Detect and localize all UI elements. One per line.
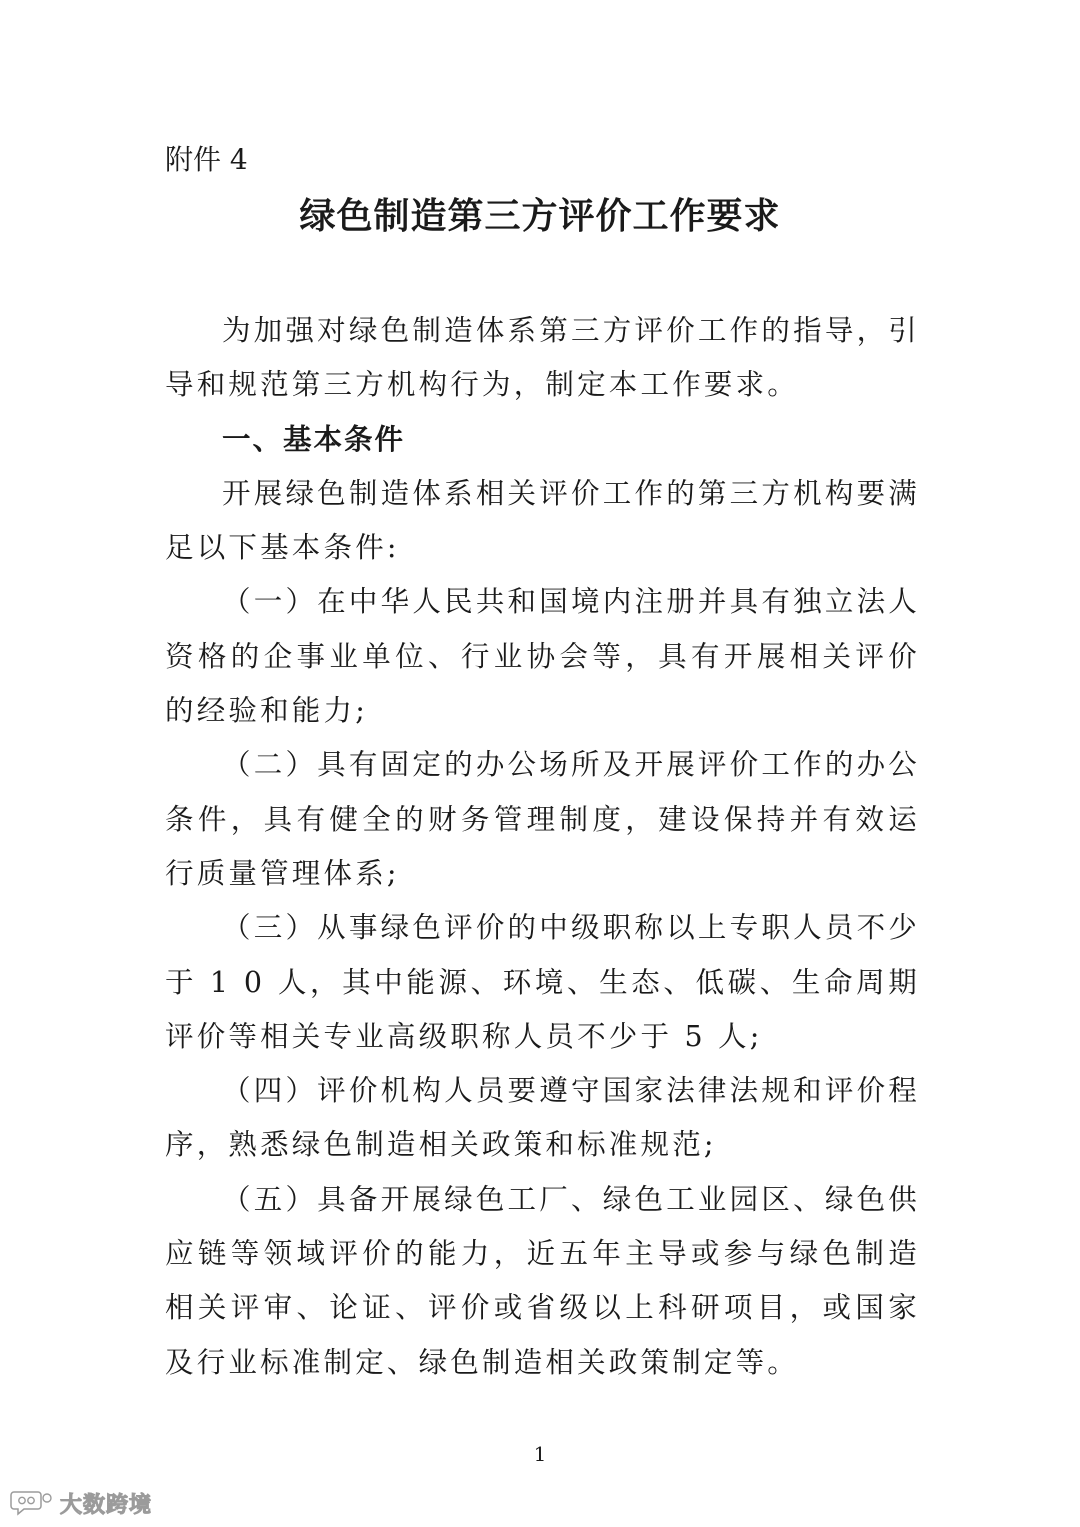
- chat-bubble-icon: [10, 1489, 54, 1517]
- intro-paragraph: 为加强对绿色制造体系第三方评价工作的指导，引导和规范第三方机构行为，制定本工作要求。: [165, 314, 920, 402]
- section-lead-paragraph: 开展绿色制造体系相关评价工作的第三方机构要满足以下基本条件:: [165, 476, 920, 565]
- document-title: 绿色制造第三方评价工作要求: [299, 196, 781, 237]
- document-body: [165, 304, 920, 1390]
- attachment-label: 附件 4: [165, 143, 248, 176]
- watermark: [10, 1488, 152, 1518]
- page-number: 1: [533, 1442, 547, 1466]
- condition-item-5: （五）具备开展绿色工厂、绿色工业园区、绿色供应链等领域评价的能力，近五年主导或参与绿色制造相关评审、论证、评价或省级以上科研项目，或国家及行业标准制定、绿色制造相关政策制定等。: [165, 1182, 920, 1379]
- section-heading: 一、基本条件: [222, 422, 406, 456]
- condition-item-2: （二）具有固定的办公场所及开展评价工作的办公条件，具有健全的财务管理制度，建设保持并有效运行质量管理体系;: [165, 748, 920, 890]
- condition-item-1: （一）在中华人民共和国境内注册并具有独立法人资格的企事业单位、行业协会等，具有开展相关评价的经验和能力;: [165, 585, 920, 728]
- condition-item-3: （三）从事绿色评价的中级职称以上专职人员不少于 1 0 人，其中能源、环境、生态、低碳、生命周期评价等相关专业高级职称人员不少于 5 人;: [165, 911, 920, 1053]
- watermark-text: 大数跨境: [60, 1492, 153, 1518]
- condition-item-4: （四）评价机构人员要遵守国家法律法规和评价程序，熟悉绿色制造相关政策和标准规范;: [165, 1074, 920, 1162]
